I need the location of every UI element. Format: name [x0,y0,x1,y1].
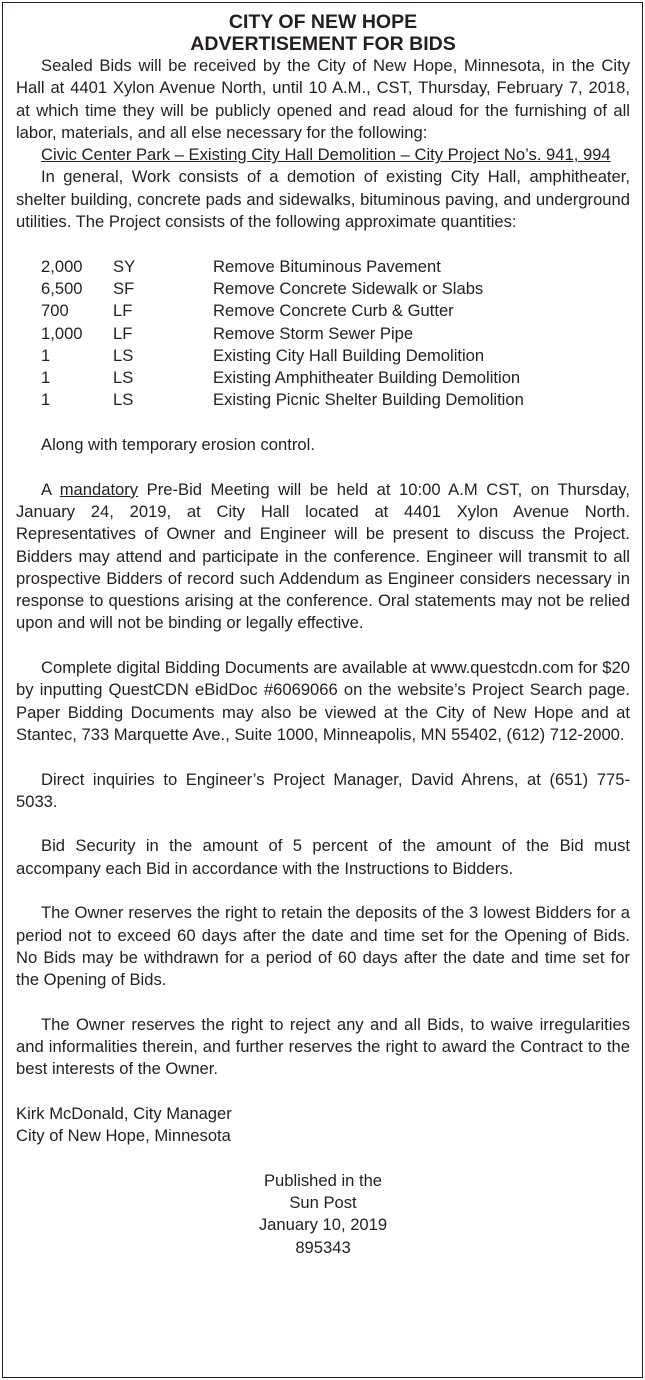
spacer [16,1148,630,1170]
mandatory-word: mandatory [59,479,139,499]
publication-date: January 10, 2019 [258,1215,388,1235]
spacer [16,746,630,768]
spacer [16,880,630,902]
intro-paragraph: Sealed Bids will be received by the City of New Hope, Minnesota, in the City Hall at 4401 Xylon Avenue North, until 10 A.M., CST, Thursday, February 7, 2018, at which time they will be publicly opened and read aloud for the furnishing of all labor, materials, and all else necessary for the following: [16,56,630,142]
quantity-unit: LF [113,301,133,321]
quantity-unit: LS [113,345,134,365]
spacer [16,813,630,835]
documents-paragraph: Complete digital Bidding Documents are available at www.questcdn.com for $20 by inputting QuestCDN eBidDoc #6069066 on the website’s Project Search page. Paper Bidding Documents may also be viewed at the City of New Hope and at Stantec, 733 Marquette Ave., Suite 1000, Minneapolis, MN 55402, (612) 712-2000. [16,658,630,744]
quantity-value: 700 [41,301,69,321]
quantity-description: Remove Concrete Sidewalk or Slabs [213,278,484,298]
signature-name: Kirk McDonald, City Manager [16,1103,232,1123]
quantity-description: Existing City Hall Building Demolition [213,345,485,365]
spacer [16,412,630,434]
meeting-paragraph [16,479,630,635]
erosion-paragraph: Along with temporary erosion control. [41,435,315,455]
title-advertisement: ADVERTISEMENT FOR BIDS [190,33,456,55]
quantity-description: Remove Concrete Curb & Gutter [213,301,454,321]
quantity-row [41,278,524,300]
quantities-table [41,256,524,412]
advertisement-notice [2,2,643,1378]
signature-org: City of New Hope, Minnesota [16,1126,231,1146]
publication-line: Published in the [263,1170,383,1190]
quantity-unit: LF [113,323,133,343]
quantity-value: 1,000 [41,323,83,343]
quantity-unit: LS [113,368,134,388]
publication-block [16,1170,630,1259]
publication-number: 895343 [295,1237,351,1257]
quantity-unit: SF [113,278,135,298]
spacer [16,1081,630,1103]
quantity-unit: SY [113,256,136,276]
notice-title [16,11,630,55]
quantity-value: 6,500 [41,278,83,298]
quantity-row [41,323,524,345]
project-title: Civic Center Park – Existing City Hall Demolition – City Project No’s. 941, 994 [41,145,611,165]
spacer [16,233,630,255]
publication-paper: Sun Post [289,1193,357,1213]
general-paragraph: In general, Work consists of a demotion of existing City Hall, amphitheater, shelter building, concrete pads and sidewalks, bituminous paving, and underground utilities. The Project consists of the following approximate quantities: [16,167,630,232]
quantity-description: Remove Bituminous Pavement [213,256,441,276]
deposits-paragraph: The Owner reserves the right to retain the deposits of the 3 lowest Bidders for a period not to exceed 60 days after the date and time set for the Opening of Bids. No Bids may be withdrawn for a period of 60 days after the date and time set for the Opening of Bids. [16,903,630,990]
spacer [16,635,630,657]
quantity-row [41,389,524,411]
spacer [16,456,630,478]
quantity-value: 2,000 [41,256,83,276]
quantity-value: 1 [41,368,51,388]
meeting-prefix: A [41,479,60,499]
quantity-row [41,300,524,322]
security-paragraph: Bid Security in the amount of 5 percent of the amount of the Bid must accompany each Bid in accordance with the Instructions to Bidders. [16,836,630,878]
inquiries-paragraph: Direct inquiries to Engineer’s Project Manager, David Ahrens, at (651) 775-5033. [16,769,630,811]
meeting-text: Pre-Bid Meeting will be held at 10:00 A.M CST, on Thursday, January 24, 2019, at City Hall located at 4401 Xylon Avenue North. Representatives of Owner and Engineer will be present to discuss the Project. Bidders may attend and participate in the conference. Engineer will transmit to all prospective Bidders of record such Addendum as Engineer considers necessary in response to questions arising at the conference. Oral statements may not be relied upon and will not be binding or legally effective. [16,479,630,633]
quantity-value: 1 [41,345,51,365]
quantity-description: Existing Amphitheater Building Demolition [213,368,521,388]
spacer [16,991,630,1013]
quantity-description: Existing Picnic Shelter Building Demolition [213,390,524,410]
quantity-row [41,367,524,389]
quantity-unit: LS [113,390,134,410]
quantity-description: Remove Storm Sewer Pipe [213,323,414,343]
quantity-row [41,256,524,278]
title-city: CITY OF NEW HOPE [228,11,418,33]
reject-paragraph: The Owner reserves the right to reject any and all Bids, to waive irregularities and informalities therein, and further reserves the right to award the Contract to the best interests of the Owner. [16,1014,630,1079]
quantity-value: 1 [41,390,51,410]
quantity-row [41,345,524,367]
signature-block [16,1103,630,1148]
